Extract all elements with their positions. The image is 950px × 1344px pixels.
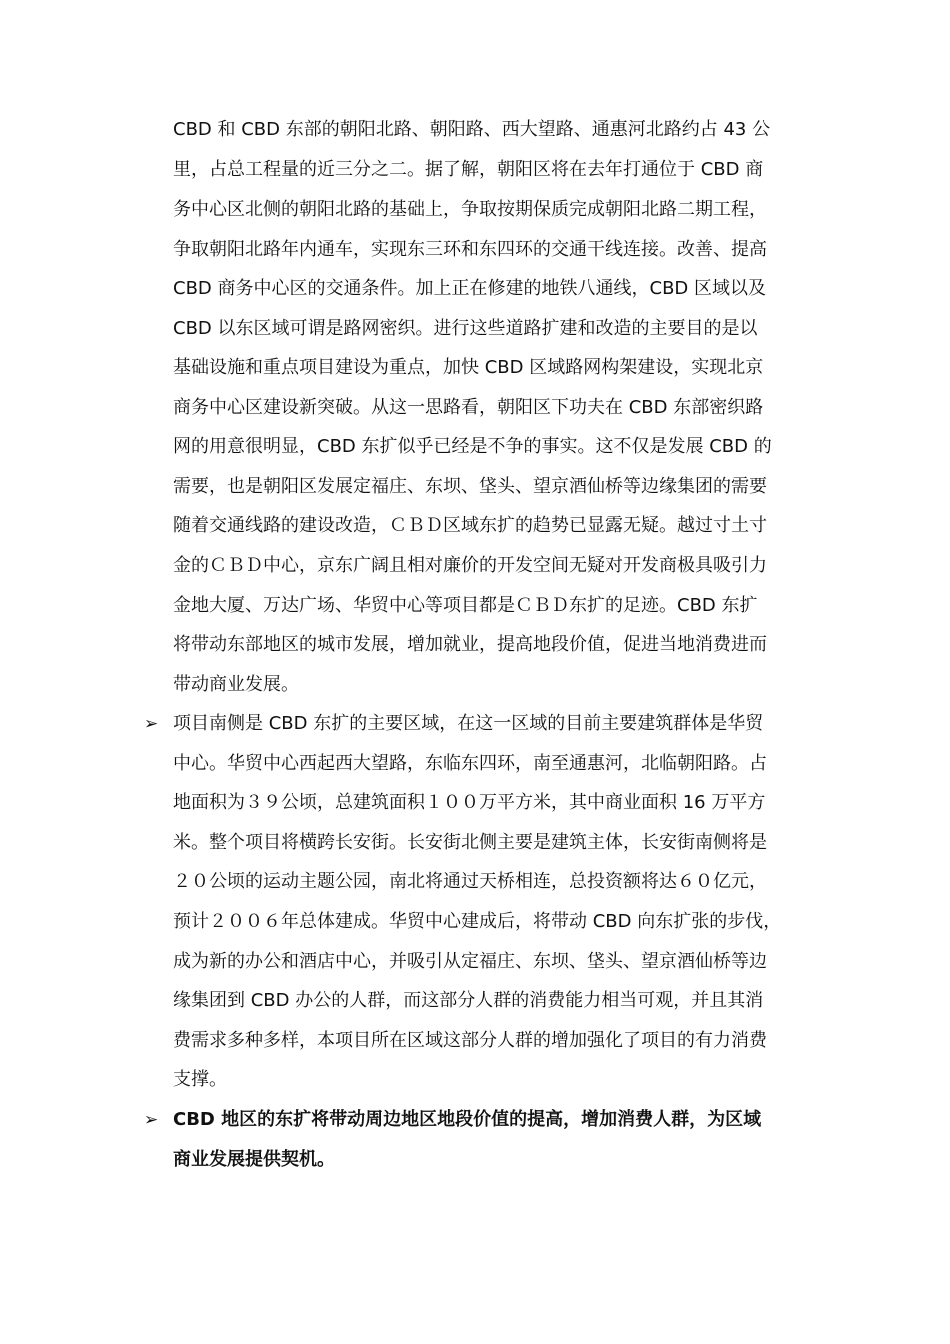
text-line: 地面积为３９公顷，总建筑面积１００万平方米，其中商业面积 16 万平方 xyxy=(173,792,766,813)
text-line: CBD 商务中心区的交通条件。加上正在修建的地铁八通线，CBD 区域以及 xyxy=(173,278,766,299)
text-line: 商业发展提供契机。 xyxy=(173,1149,335,1170)
text-line: 费需求多种多样，本项目所在区域这部分人群的增加强化了项目的有力消费 xyxy=(173,1030,767,1051)
text-line: 商务中心区建设新突破。从这一思路看，朝阳区下功夫在 CBD 东部密织路 xyxy=(173,397,764,418)
arrow-bullet-icon: ➢ xyxy=(144,714,159,734)
text-line: 支撑。 xyxy=(173,1069,227,1090)
text-line: CBD 和 CBD 东部的朝阳北路、朝阳路、西大望路、通惠河北路约占 43 公 xyxy=(173,119,771,140)
text-line: 项目南侧是 CBD 东扩的主要区域，在这一区域的目前主要建筑群体是华贸 xyxy=(173,713,764,734)
text-line: 里，占总工程量的近三分之二。据了解，朝阳区将在去年打通位于 CBD 商 xyxy=(173,159,764,180)
text-line: 预计２００６年总体建成。华贸中心建成后，将带动 CBD 向东扩张的步伐， xyxy=(173,911,782,932)
text-line: 成为新的办公和酒店中心，并吸引从定福庄、东坝、垡头、望京酒仙桥等边 xyxy=(173,951,767,972)
text-line: 金地大厦、万达广场、华贸中心等项目都是ＣＢＤ东扩的足迹。CBD 东扩 xyxy=(173,595,758,616)
text-line: 将带动东部地区的城市发展，增加就业，提高地段价值，促进当地消费进而 xyxy=(173,634,767,655)
text-line: ２０公顷的运动主题公园，南北将通过天桥相连，总投资额将达６０亿元， xyxy=(173,871,767,892)
text-line: 随着交通线路的建设改造，ＣＢＤ区域东扩的趋势已显露无疑。越过寸土寸 xyxy=(173,515,767,536)
text-line: CBD 以东区域可谓是路网密织。进行这些道路扩建和改造的主要目的是以 xyxy=(173,318,758,339)
text-line: 带动商业发展。 xyxy=(173,674,299,695)
text-line: 米。整个项目将横跨长安街。长安街北侧主要是建筑主体，长安街南侧将是 xyxy=(173,832,767,853)
arrow-bullet-icon: ➢ xyxy=(144,1110,159,1130)
text-line: 中心。华贸中心西起西大望路，东临东四环，南至通惠河，北临朝阳路。占 xyxy=(173,753,767,774)
text-line: 缘集团到 CBD 办公的人群，而这部分人群的消费能力相当可观，并且其消 xyxy=(173,990,764,1011)
text-line: CBD 地区的东扩将带动周边地区地段价值的提高，增加消费人群，为区域 xyxy=(173,1109,762,1130)
text-line: 需要，也是朝阳区发展定福庄、东坝、垡头、望京酒仙桥等边缘集团的需要 xyxy=(173,476,767,497)
text-line: 争取朝阳北路年内通车，实现东三环和东四环的交通干线连接。改善、提高 xyxy=(173,239,767,260)
text-line: 金的ＣＢＤ中心，京东广阔且相对廉价的开发空间无疑对开发商极具吸引力 xyxy=(173,555,767,576)
text-line: 务中心区北侧的朝阳北路的基础上，争取按期保质完成朝阳北路二期工程， xyxy=(173,199,767,220)
text-line: 基础设施和重点项目建设为重点，加快 CBD 区域路网构架建设，实现北京 xyxy=(173,357,764,378)
text-line: 网的用意很明显，CBD 东扩似乎已经是不争的事实。这不仅是发展 CBD 的 xyxy=(173,436,772,457)
